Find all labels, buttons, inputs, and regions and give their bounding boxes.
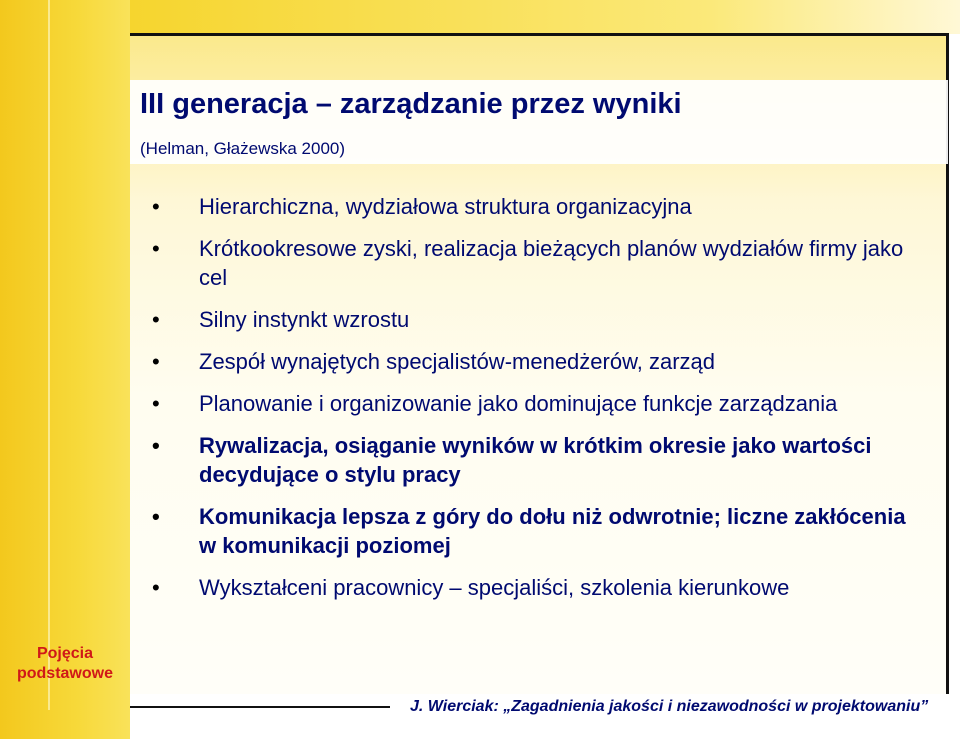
list-item-text: Komunikacja lepsza z góry do dołu niż odwrotnie; liczne zakłócenia w komunikacji poziomej	[199, 504, 906, 558]
bullet-icon: •	[152, 391, 160, 416]
list-item	[152, 192, 912, 221]
list-item	[152, 431, 912, 489]
slide-subtitle: (Helman, Głażewska 2000)	[140, 139, 346, 158]
list-item	[152, 347, 912, 376]
bullet-icon: •	[152, 575, 160, 600]
bullet-icon: •	[152, 349, 160, 374]
side-label-line2: podstawowe	[16, 665, 113, 682]
bullet-icon: •	[152, 194, 160, 219]
list-item-text: Silny instynkt wzrostu	[199, 307, 410, 332]
list-item	[152, 573, 912, 602]
bullet-icon: •	[152, 504, 160, 529]
list-item	[152, 502, 912, 560]
side-label-line1: Pojęcia	[36, 645, 94, 662]
side-label	[0, 644, 130, 684]
bullet-icon: •	[152, 307, 160, 332]
bullet-list	[152, 192, 912, 615]
footer-divider	[130, 706, 390, 708]
list-item-text: Hierarchiczna, wydziałowa struktura organizacyjna	[199, 194, 692, 219]
panel-top-border	[130, 33, 949, 36]
list-item-text: Rywalizacja, osiąganie wyników w krótkim okresie jako wartości decydujące o stylu pracy	[199, 433, 872, 487]
list-item	[152, 234, 912, 292]
slide-title: III generacja – zarządzanie przez wyniki	[140, 88, 682, 120]
top-decorative-band	[130, 0, 960, 34]
list-item-text: Wykształceni pracownicy – specjaliści, szkolenia kierunkowe	[199, 575, 790, 600]
bullet-icon: •	[152, 236, 160, 261]
footer-citation: J. Wierciak: „Zagadnienia jakości i niezawodności w projektowaniu”	[410, 698, 929, 715]
bullet-icon: •	[152, 433, 160, 458]
list-item	[152, 389, 912, 418]
left-decorative-line	[48, 0, 50, 710]
list-item-text: Zespół wynajętych specjalistów-menedżerów, zarząd	[199, 349, 716, 374]
list-item-text: Krótkookresowe zyski, realizacja bieżących planów wydziałów firmy jako cel	[199, 236, 904, 290]
list-item-text: Planowanie i organizowanie jako dominujące funkcje zarządzania	[199, 391, 838, 416]
list-item	[152, 305, 912, 334]
left-decorative-band	[0, 0, 130, 739]
